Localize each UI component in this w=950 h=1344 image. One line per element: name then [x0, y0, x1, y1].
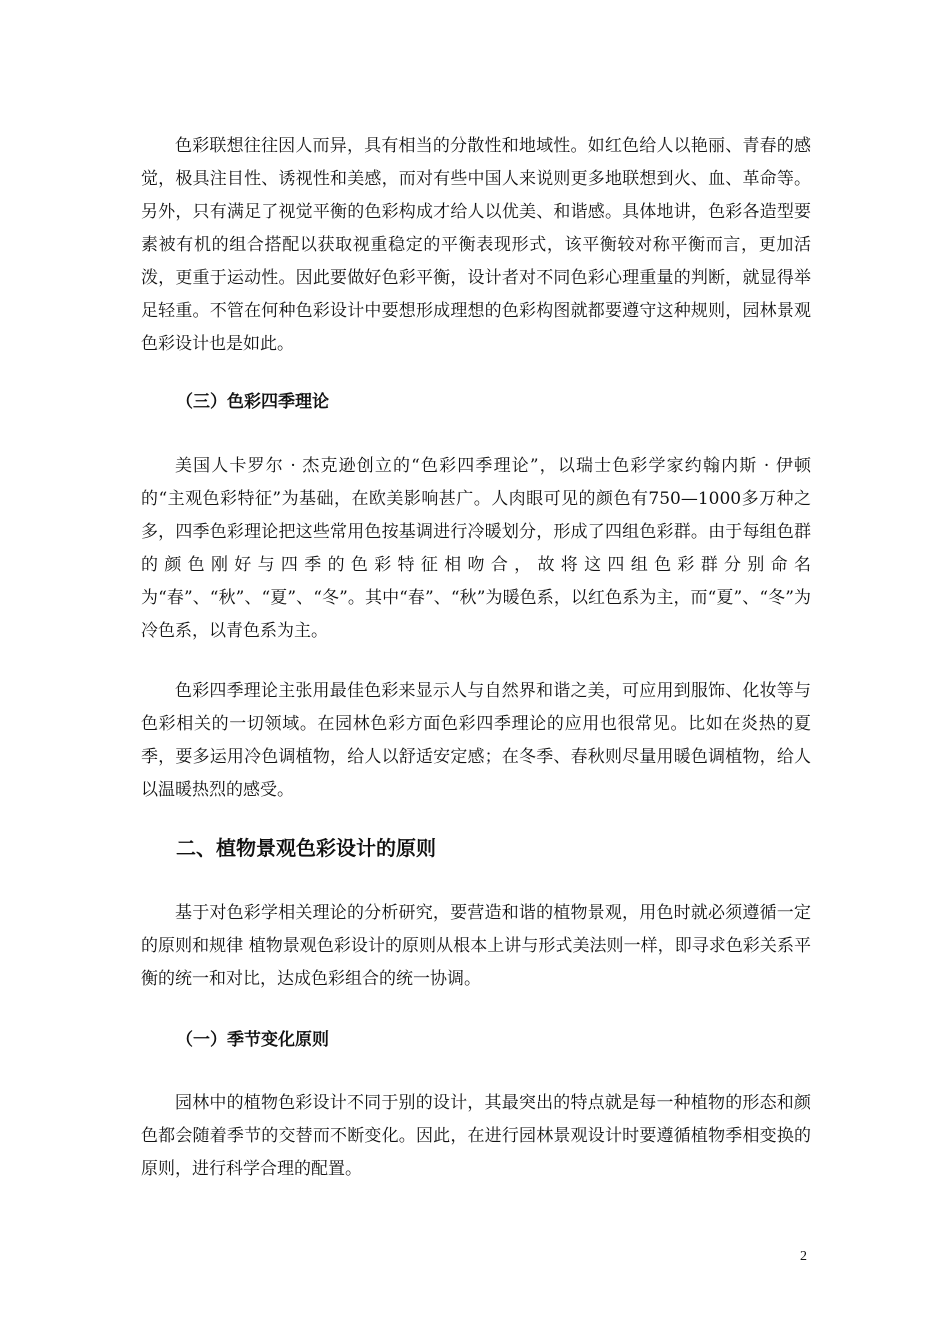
paragraph-seasonal-change: 园林中的植物色彩设计不同于别的设计，其最突出的特点就是每一种植物的形态和颜色都会随着季节的交替而不断变化。因此，在进行园林景观设计时要遵循植物季相变换的原则，进行科学合理的配置。: [141, 1093, 811, 1179]
section-heading-four-seasons-theory: （三）色彩四季理论: [176, 392, 329, 412]
chapter-heading-design-principles: 二、植物景观色彩设计的原则: [176, 836, 436, 860]
paragraph-color-association: 色彩联想往往因人而异，具有相当的分散性和地域性。如红色给人以艳丽、青春的感觉，极具注目性、诱视性和美感，而对有些中国人来说则更多地联想到火、血、革命等。另外，只有满足了视觉平衡的色彩构成才给人以优美、和谐感。具体地讲，色彩各造型要素被有机的组合搭配以获取视重稳定的平衡表现形式，该平衡较对称平衡而言，更加活泼，更重于运动性。因此要做好色彩平衡，设计者对不同色彩心理重量的判断，就显得举足轻重。不管在何种色彩设计中要想形成理想的色彩构图就都要遵守这种规则，园林景观色彩设计也是如此。: [141, 136, 811, 354]
paragraph-principles-intro: 基于对色彩学相关理论的分析研究，要营造和谐的植物景观，用色时就必须遵循一定的原则和规律 植物景观色彩设计的原则从根本上讲与形式美法则一样，即寻求色彩关系平衡的统一和对比，达成色彩组合的统一协调。: [141, 903, 811, 989]
paragraph-four-seasons-origin: 美国人卡罗尔 · 杰克逊创立的“色彩四季理论”，以瑞士色彩学家约翰内斯 · 伊顿的“主观色彩特征”为基础，在欧美影响甚广。人肉眼可见的颜色有750—1000多万种之多，四季色彩理论把这些常用色按基调进行冷暖划分，形成了四组色彩群。由于每组色群的颜色刚好与四季的色彩特征相吻合，故将这四组色彩群分别命名为“春”、“秋”、“夏”、“冬”。其中“春”、“秋”为暖色系，以红色系为主，而“夏”、“冬”为冷色系，以青色系为主。: [141, 456, 811, 641]
page-number: 2: [800, 1249, 807, 1264]
paragraph-four-seasons-application: 色彩四季理论主张用最佳色彩来显示人与自然界和谐之美，可应用到服饰、化妆等与色彩相关的一切领域。在园林色彩方面色彩四季理论的应用也很常见。比如在炎热的夏季，要多运用冷色调植物，给人以舒适安定感；在冬季、春秋则尽量用暖色调植物，给人以温暖热烈的感受。: [141, 681, 811, 800]
section-heading-seasonal-change: （一）季节变化原则: [176, 1030, 329, 1050]
